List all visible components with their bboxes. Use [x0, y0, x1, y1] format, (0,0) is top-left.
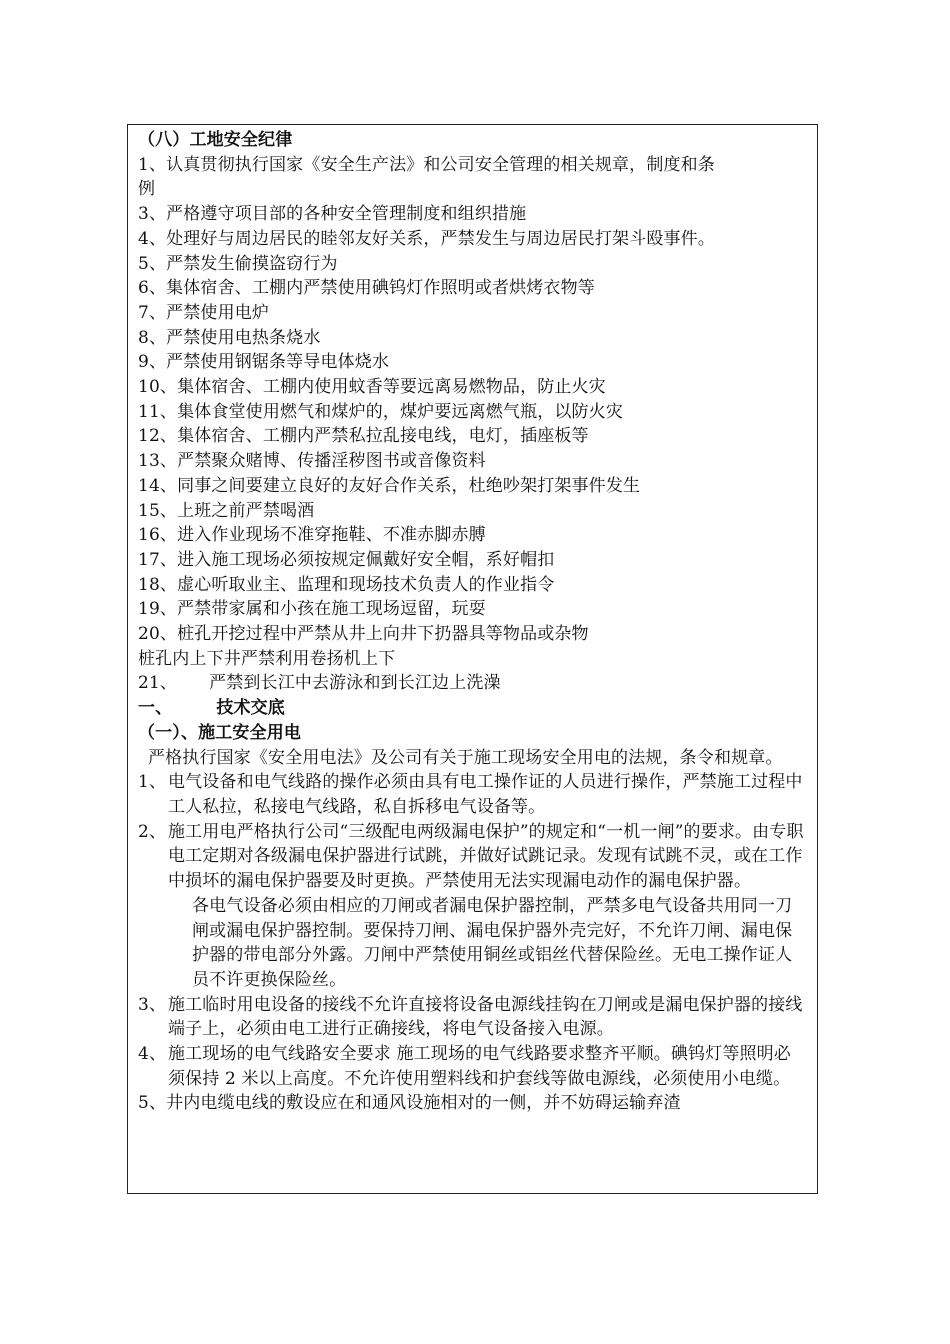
numbered-paragraph [138, 1042, 807, 1091]
item-text: 施工现场的电气线路安全要求 施工现场的电气线路要求整齐平顺。碘钨灯等照明必须保持 2 米以上高度。不允许使用塑料线和护套线等做电源线，必须使用小电缆。 [168, 1044, 791, 1089]
item-number: 1、 [138, 772, 167, 793]
list-item: 13、严禁聚众赌博、传播淫秽图书或音像资料 [138, 451, 486, 472]
item-text: 施工用电严格执行公司“三级配电两级漏电保护”的规定和“一机一闸”的要求。由专职电工定期对各级漏电保护器进行试跳，并做好试跳记录。发现有试跳不灵，或在工作中损坏的漏电保护器要及时更换。严禁使用无法实现漏电动作的漏电保护器。 [168, 821, 804, 892]
list-item: 3、严格遵守项目部的各种安全管理制度和组织措施 [138, 204, 527, 225]
list-item: 19、严禁带家属和小孩在施工现场逗留，玩耍 [138, 599, 486, 620]
document-table-cell [127, 124, 818, 1194]
list-item: 6、集体宿舍、工棚内严禁使用碘钨灯作照明或者烘烤衣物等 [138, 278, 595, 299]
list-item: 11、集体食堂使用燃气和煤炉的，煤炉要远离燃气瓶，以防火灾 [138, 401, 623, 422]
list-item: 7、严禁使用电炉 [138, 302, 270, 323]
list-item: 18、虚心听取业主、监理和现场技术负责人的作业指令 [138, 574, 555, 595]
list-item: 12、集体宿舍、工棚内严禁私拉乱接电线，电灯，插座板等 [138, 426, 589, 447]
list-item: 桩孔内上下井严禁利用卷扬机上下 [138, 648, 396, 669]
subsection-title: （一）、施工安全用电 [138, 722, 301, 743]
section-heading [138, 696, 807, 721]
list-item: 8、严禁使用电热条烧水 [138, 327, 321, 348]
list-item: 17、进入施工现场必须按规定佩戴好安全帽，系好帽扣 [138, 549, 555, 570]
item-number: 3、 [138, 994, 167, 1015]
list-item: 4、处理好与周边居民的睦邻友好关系，严禁发生与周边居民打架斗殴事件。 [138, 228, 715, 249]
numbered-paragraph [138, 993, 807, 1042]
list-item: 1、认真贯彻执行国家《安全生产法》和公司安全管理的相关规章，制度和条 [138, 154, 715, 175]
item-text: 严禁到长江中去游泳和到长江边上洗澡 [209, 673, 501, 694]
heading-number: 一、 [138, 698, 173, 719]
list-item: 16、进入作业现场不准穿拖鞋、不准赤脚赤膊 [138, 525, 486, 546]
numbered-paragraph [138, 820, 807, 894]
item-number: 21、 [138, 673, 178, 694]
list-item: 例 [138, 179, 156, 200]
item-text: 施工临时用电设备的接线不允许直接将设备电源线挂钩在刀闸或是漏电保护器的接线端子上，必须由电工进行正确接线，将电气设备接入电源。 [168, 994, 803, 1040]
list-item: 20、桩孔开挖过程中严禁从井上向井下扔器具等物品或杂物 [138, 624, 589, 645]
item-number: 4、 [138, 1044, 167, 1065]
list-item: 15、上班之前严禁喝酒 [138, 500, 315, 521]
list-item: 9、严禁使用钢锯条等导电体烧水 [138, 352, 390, 373]
heading-title: 技术交底 [216, 698, 285, 719]
sub-paragraph: 各电气设备必须由相应的刀闸或者漏电保护器控制，严禁多电气设备共用同一刀闸或漏电保护器控制。要保持刀闸、漏电保护器外壳完好，不允许刀闸、漏电保护器的带电部分外露。刀闸中严禁使用铜丝或铝丝代替保险丝。无电工操作证人员不许更换保险丝。 [192, 895, 793, 990]
section-title: （八）工地安全纪律 [138, 130, 293, 150]
numbered-paragraph [138, 770, 807, 819]
list-item: 5、井内电缆电线的敷设应在和通风设施相对的一侧，并不妨碍运输弃渣 [138, 1093, 681, 1114]
item-text: 电气设备和电气线路的操作必须由具有电工操作证的人员进行操作，严禁施工过程中工人私拉，私接电气线路，私自拆移电气设备等。 [168, 772, 803, 817]
intro-paragraph: 严格执行国家《安全用电法》及公司有关于施工现场安全用电的法规，条令和规章。 [148, 747, 783, 768]
list-item: 14、同事之间要建立良好的友好合作关系，杜绝吵架打架事件发生 [138, 475, 641, 496]
list-item: 5、严禁发生偷摸盗窃行为 [138, 253, 338, 274]
list-item: 10、集体宿舍、工棚内使用蚊香等要远离易燃物品，防止火灾 [138, 377, 606, 398]
list-item-21 [138, 671, 807, 696]
item-number: 2、 [138, 821, 167, 842]
